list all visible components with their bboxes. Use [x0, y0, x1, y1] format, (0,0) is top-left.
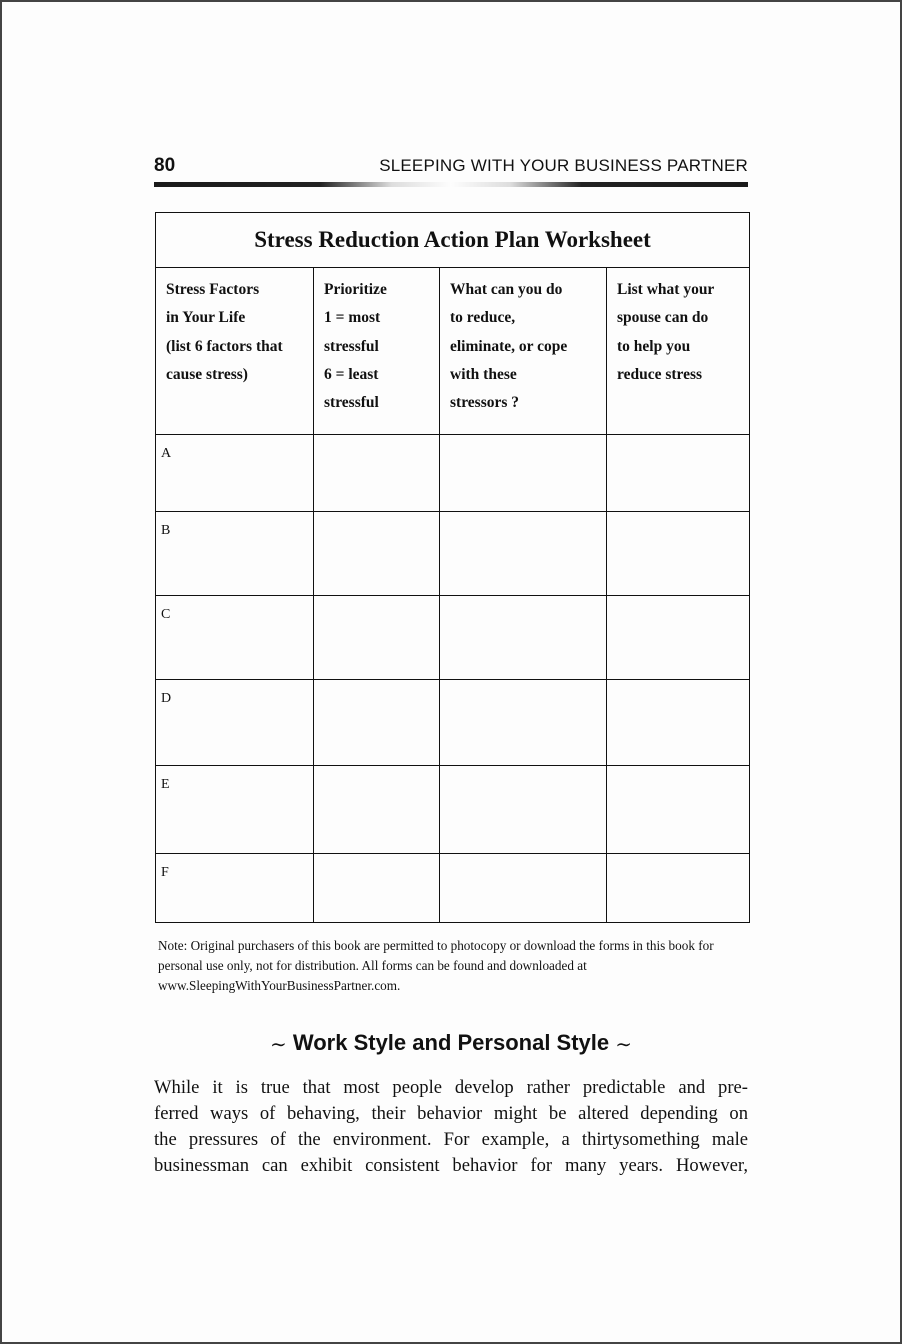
table-row: [156, 596, 750, 680]
table-cell[interactable]: [607, 596, 750, 680]
table-cell[interactable]: [314, 512, 440, 596]
table-cell[interactable]: [440, 512, 607, 596]
section-heading: [154, 1030, 748, 1056]
body-line: businessman can exhibit consistent behavior for many years. However,: [154, 1155, 748, 1176]
row-label-f: F: [156, 854, 314, 923]
page-number: 80: [154, 155, 176, 176]
flourish-left-icon: ∼: [269, 1032, 287, 1057]
column-header-what-can-you-do: What can you do to reduce, eliminate, or cope with these stressors ?: [440, 268, 607, 435]
table-cell[interactable]: [440, 680, 607, 766]
table-cell[interactable]: [440, 596, 607, 680]
column-header-prioritize: Prioritize 1 = most stressful 6 = least stressful: [314, 268, 440, 435]
table-cell[interactable]: [314, 766, 440, 854]
row-label-b: B: [156, 512, 314, 596]
body-line: While it is true that most people develop rather predictable and pre-: [154, 1077, 748, 1098]
table-row: [156, 766, 750, 854]
body-paragraph: [154, 1075, 748, 1179]
worksheet-header-row: [156, 268, 750, 435]
row-label-a: A: [156, 435, 314, 512]
table-cell[interactable]: [314, 680, 440, 766]
stress-worksheet-table: [155, 212, 750, 923]
table-row: [156, 435, 750, 512]
photocopy-note: Note: Original purchasers of this book are permitted to photocopy or download the forms in this book for personal use only, not for distribution. All forms can be found and downloaded at www.SleepingWithYourBusinessPartner.com.: [158, 938, 714, 993]
worksheet-title: Stress Reduction Action Plan Worksheet: [156, 213, 750, 268]
table-cell[interactable]: [314, 854, 440, 923]
table-cell[interactable]: [607, 766, 750, 854]
worksheet-title-row: [156, 213, 750, 268]
body-line: ferred ways of behaving, their behavior might be altered depending on: [154, 1103, 748, 1124]
table-row: [156, 854, 750, 923]
table-row: [156, 512, 750, 596]
table-cell[interactable]: [440, 435, 607, 512]
table-cell[interactable]: [440, 854, 607, 923]
column-header-spouse-help: List what your spouse can do to help you reduce stress: [607, 268, 750, 435]
section-heading-text: Work Style and Personal Style: [292, 1030, 610, 1055]
column-header-stress-factors: Stress Factors in Your Life (list 6 factors that cause stress): [156, 268, 314, 435]
table-cell[interactable]: [607, 854, 750, 923]
table-row: [156, 680, 750, 766]
table-cell[interactable]: [607, 435, 750, 512]
running-title: SLEEPING WITH YOUR BUSINESS PARTNER: [379, 156, 748, 175]
table-cell[interactable]: [314, 596, 440, 680]
header-rule: [154, 182, 748, 187]
row-label-e: E: [156, 766, 314, 854]
row-label-c: C: [156, 596, 314, 680]
table-cell[interactable]: [440, 766, 607, 854]
table-cell[interactable]: [607, 512, 750, 596]
row-label-d: D: [156, 680, 314, 766]
body-line: the pressures of the environment. For example, a thirtysomething male: [154, 1129, 748, 1150]
table-cell[interactable]: [607, 680, 750, 766]
page-header: [154, 155, 748, 181]
table-cell[interactable]: [314, 435, 440, 512]
flourish-right-icon: ∼: [615, 1032, 633, 1057]
